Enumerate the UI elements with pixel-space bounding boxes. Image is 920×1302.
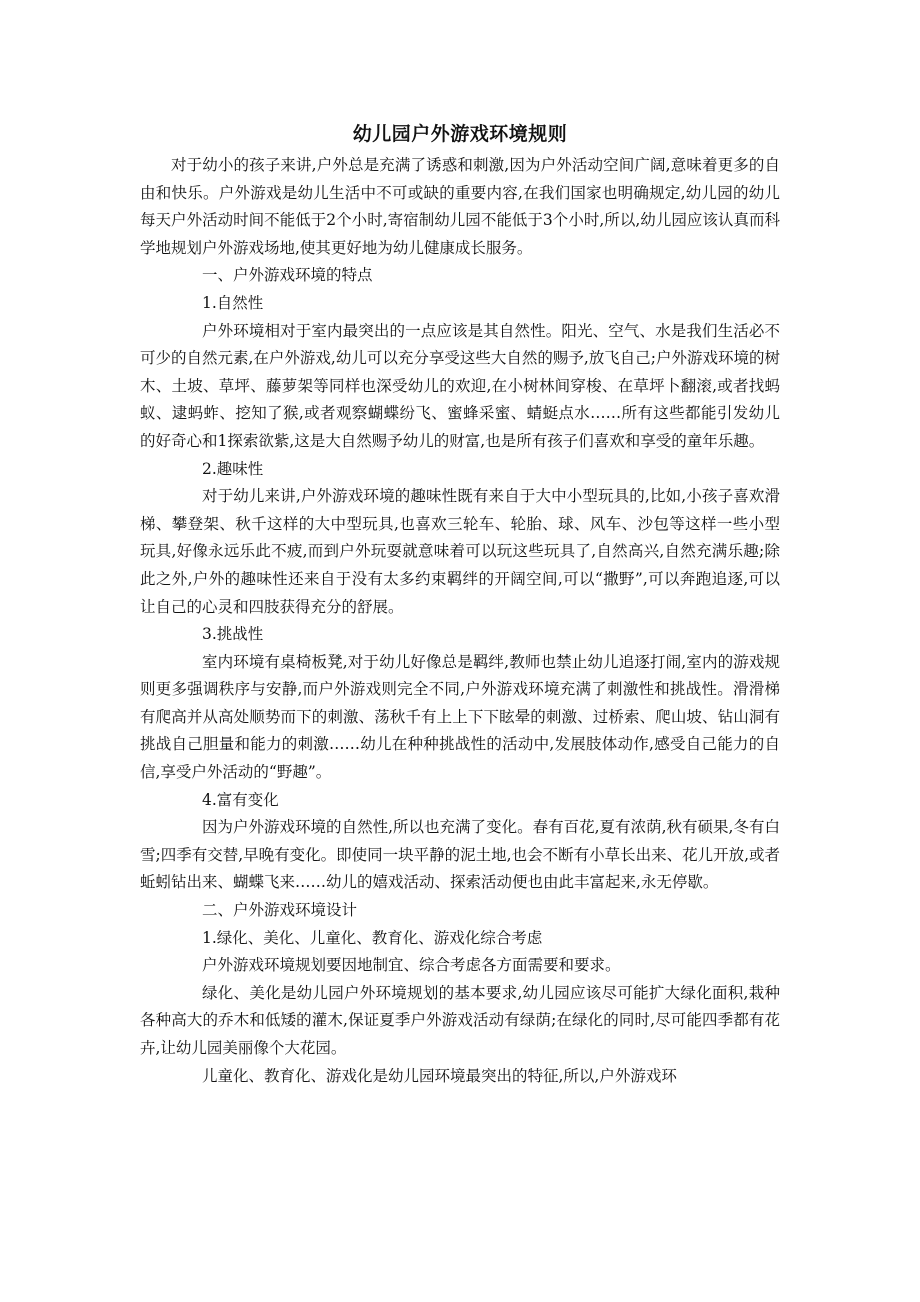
subsection-heading-naturalness: 1.自然性 [202,293,264,312]
subsection-heading-design-1: 1.绿化、美化、儿童化、教育化、游戏化综合考虑 [202,928,543,947]
paragraph-challenge: 室内环境有桌椅板凳,对于幼儿好像总是羁绊,教师也禁止幼儿追逐打闹,室内的游戏规则更多强调秩序与安静,而户外游戏则完全不同,户外游戏环境充满了刺激性和挑战性。滑滑梯有爬高并从高处顺势而下的刺激、荡秋千有上上下下眩晕的刺激、过桥索、爬山坡、钻山洞有挑战自己胆量和能力的刺激……幼儿在种种挑战性的活动中,发展肢体动作,感受自己能力的自信,享受户外活动的“野趣”。 [140,652,780,782]
section-heading-2: 二、户外游戏环境设计 [202,901,358,920]
document-title: 幼儿园户外游戏环境规则 [352,123,568,145]
document-page [140,118,780,1090]
subsection-heading-fun: 2.趣味性 [202,459,264,478]
section-heading-1: 一、户外游戏环境的特点 [202,266,373,285]
document-body [140,152,780,1090]
paragraph-childlike: 儿童化、教育化、游戏化是幼儿园环境最突出的特征,所以,户外游戏环 [202,1066,677,1085]
paragraph-fun: 对于幼儿来讲,户外游戏环境的趣味性既有来自于大中小型玩具的,比如,小孩子喜欢滑梯、攀登架、秋千这样的大中型玩具,也喜欢三轮车、轮胎、球、风车、沙包等这样一些小型玩具,好像永远乐此不疲,而到户外玩耍就意味着可以玩这些玩具了,自然高兴,自然充满乐趣;除此之外,户外的趣味性还来自于没有太多约束羁绊的开阔空间,可以“撒野”,可以奔跑追逐,可以让自己的心灵和四肢获得充分的舒展。 [140,487,780,616]
paragraph-design-intro: 户外游戏环境规划要因地制宜、综合考虑各方面需要和要求。 [202,956,621,975]
subsection-heading-variation: 4.富有变化 [202,790,279,809]
paragraph-naturalness: 户外环境相对于室内最突出的一点应该是其自然性。阳光、空气、水是我们生活必不可少的自然元素,在户外游戏,幼儿可以充分享受这些大自然的赐予,放飞自己;户外游戏环境的树木、土坡、草坪、藤萝架等同样也深受幼儿的欢迎,在小树林间穿梭、在草坪卜翻滚,或者找蚂蚁、逮蚂蚱、挖知了猴,或者观察蝴蝶纷飞、蜜蜂采蜜、蜻蜓点水……所有这些都能引发幼儿的好奇心和1探索欲紫,这是大自然赐予幼儿的财富,也是所有孩子们喜欢和享受的童年乐趣。 [140,321,781,450]
paragraph-variation: 因为户外游戏环境的自然性,所以也充满了变化。春有百花,夏有浓荫,秋有硕果,冬有白雪;四季有交替,早晚有变化。即使同一块平静的泥土地,也会不断有小草长出来、花儿开放,或者蚯蚓钻出来、蝴蝶飞来……幼儿的嬉戏活动、探索活动便也由此丰富起来,永无停歇。 [140,818,781,892]
intro-paragraph: 对于幼小的孩子来讲,户外总是充满了诱惑和刺激,因为户外活动空间广阔,意味着更多的自由和快乐。户外游戏是幼儿生活中不可或缺的重要内容,在我们国家也明确规定,幼儿园的幼儿每天户外活动时间不能低于2个小时,寄宿制幼儿园不能低于3个小时,所以,幼儿园应该认真而科学地规划户外游戏场地,使其更好地为幼儿健康成长服务。 [140,156,780,257]
subsection-heading-challenge: 3.挑战性 [202,625,264,644]
paragraph-greening: 绿化、美化是幼儿园户外环境规划的基本要求,幼儿园应该尽可能扩大绿化面积,栽种各种高大的乔木和低矮的灌木,保证夏季户外游戏活动有绿荫;在绿化的同时,尽可能四季都有花卉,让幼儿园美丽像个大花园。 [140,983,780,1057]
